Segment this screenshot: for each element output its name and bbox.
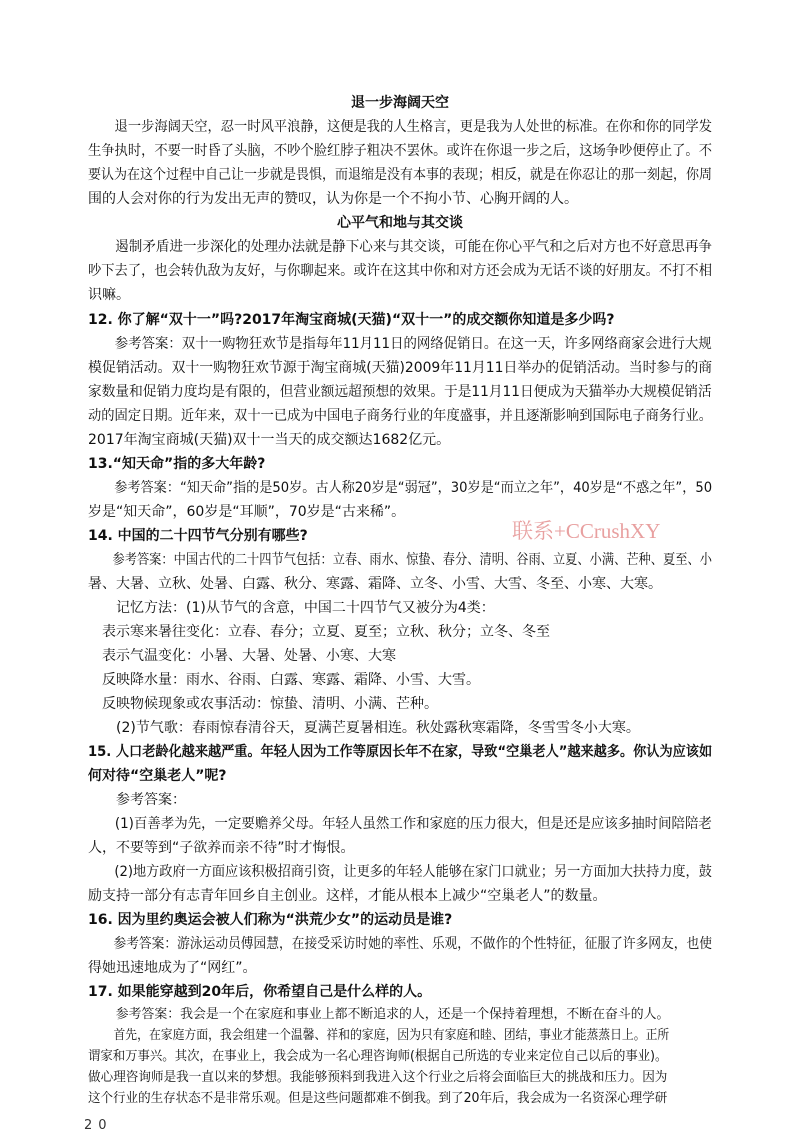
text-line: (1)百善孝为先，一定要赡养父母。年轻人虽然工作和家庭的压力很大，但是还是应该多抽时间陪陪老: [114, 816, 712, 832]
text-line: 要认为在这个过程中自己让一步就是畏惧，而退缩是没有本事的表现；相反，就是在你忍让的那一刻起，你周: [88, 167, 713, 183]
text-line: 暑、大暑、立秋、处暑、白露、秋分、寒露、霜降、立冬、小雪、大雪、冬至、小寒、大寒。: [88, 576, 662, 592]
text-line: 这个行业的生存状态不是非常乐观。但是这些问题都难不倒我。到了20年后，我会成为一名资深心理学研: [88, 1091, 668, 1106]
question-15: [88, 740, 712, 788]
text-line: 15. 人口老龄化越来越严重。年轻人因为工作等原因长年不在家，导致“空巢老人”越来越多。你认为应该如: [88, 744, 713, 760]
text-line: 遏制矛盾进一步深化的处理办法就是静下心来与其交谈，可能在你心平气和之后对方也不好意思再争: [115, 239, 712, 255]
text-line: 家数量和促销力度均是有限的，但营业额远超预想的效果。于是11月11日便成为天猫举办大规模促销活: [88, 384, 712, 400]
answer-14: [88, 548, 712, 740]
answer-label: 参考答案：: [116, 792, 186, 808]
section-body-1: [88, 115, 712, 211]
text-line: 得她迅速地成为了“网红”。: [88, 960, 257, 976]
answer-17: [88, 1004, 712, 1109]
watermark-text: 联系+CCrushXY: [512, 519, 661, 543]
text-line: 识嘛。: [88, 287, 130, 303]
text-line: 首先，在家庭方面，我会组建一个温馨、祥和的家庭，因为只有家庭和睦、团结，事业才能蒸蒸日上。正所: [113, 1028, 670, 1043]
text-line: 岁是“知天命”，60岁是“耳顺”，70岁是“古来稀”。: [88, 504, 406, 520]
text-line: 围的人会对你的行为发出无声的赞叹，认为你是一个不拘小节、心胸开阔的人。: [88, 191, 578, 207]
answer-16: [88, 932, 712, 980]
text-line: 生争执时，不要一时昏了头脑，不吵个脸红脖子粗决不罢休。或许在你退一步之后，这场争吵便停止了。不: [88, 143, 712, 159]
question-13: 13.“知天命”指的多大年龄?: [88, 456, 266, 472]
text-line: 参考答案：“知天命”指的是50岁。古人称20岁是“弱冠”，30岁是“而立之年”，40岁是“不惑之年”，50: [114, 480, 713, 496]
text-line: 参考答案：我会是一个在家庭和事业上都不断追求的人，还是一个保持着理想，不断在奋斗的人。: [115, 1007, 670, 1022]
text-line: 谓家和万事兴。其次，在事业上，我会成为一名心理咨询师(根据自己所选的专业来定位自己以后的事业)。: [88, 1049, 668, 1064]
question-12: 12. 你了解“双十一”吗?2017年淘宝商城(天猫)“双十一”的成交额你知道是多少吗?: [88, 312, 615, 328]
memo-item: 表示寒来暑往变化：立春、春分；立夏、夏至；立秋、秋分；立冬、冬至: [102, 624, 550, 640]
section-body-2: [88, 235, 712, 307]
memo-item: 表示气温变化：小暑、大暑、处暑、小寒、大寒: [102, 648, 396, 664]
text-line: 参考答案：中国古代的二十四节气包括：立春、雨水、惊蛰、春分、清明、谷雨、立夏、小满、芒种、夏至、小: [112, 552, 712, 568]
text-line: 参考答案：双十一购物狂欢节是指每年11月11日的网络促销日。在这一天，许多网络商家会进行大规: [114, 336, 712, 352]
question-17: 17. 如果能穿越到20年后，你希望自己是什么样的人。: [88, 984, 432, 1000]
text-line: 做心理咨询师是我一直以来的梦想。我能够预料到我进入这个行业之后将会面临巨大的挑战和压力。因为: [88, 1070, 668, 1085]
text-line: 何对待“空巢老人”呢?: [88, 768, 227, 784]
memo-item: (2)节气歌：春雨惊春清谷天，夏满芒夏暑相连。秋处露秋寒霜降，冬雪雪冬小大寒。: [116, 720, 640, 736]
text-line: 模促销活动。双十一购物狂欢节源于淘宝商城(天猫)2009年11月11日举办的促销活动。当时参与的商: [88, 360, 713, 376]
text-line: 参考答案：游泳运动员傅园慧，在接受采访时她的率性、乐观，不做作的个性特征，征服了许多网友，也使: [113, 936, 712, 952]
section-title-1: 退一步海阔天空: [351, 95, 449, 111]
section-title-2: 心平气和地与其交谈: [337, 215, 463, 231]
memo-item: 反映降水量：雨水、谷雨、白露、寒露、霜降、小雪、大雪。: [102, 672, 480, 688]
question-16: 16. 因为里约奥运会被人们称为“洪荒少女”的运动员是谁?: [88, 912, 453, 928]
memo-item: 反映物候现象或农事活动：惊蛰、清明、小满、芒种。: [102, 696, 438, 712]
answer-15: [88, 788, 712, 908]
question-14: 14. 中国的二十四节气分别有哪些?: [88, 528, 308, 544]
text-line: 2017年淘宝商城(天猫)双十一当天的成交额达1682亿元。: [88, 432, 451, 448]
answer-12: [88, 332, 712, 452]
text-line: (2)地方政府一方面应该积极招商引资，让更多的年轻人能够在家门口就业；另一方面加大扶持力度，鼓: [114, 864, 712, 880]
memo-title: 记忆方法：(1)从节气的含意，中国二十四节气又被分为4类：: [116, 600, 495, 616]
text-line: 励支持一部分有志青年回乡自主创业。这样，才能从根本上减少“空巢老人”的数量。: [88, 888, 607, 904]
text-line: 人，不要等到“子欲养而亲不待”时才悔恨。: [88, 840, 355, 856]
text-line: 退一步海阔天空，忍一时风平浪静，这便是我的人生格言，更是我为人处世的标准。在你和你的同学发: [114, 119, 712, 135]
text-line: 吵下去了，也会转仇敌为友好，与你聊起来。或许在这其中你和对方还会成为无话不谈的好朋友。不打不相: [88, 263, 712, 279]
text-line: 动的固定日期。近年来，双十一已成为中国电子商务行业的年度盛事，并且逐渐影响到国际电子商务行业。: [88, 408, 712, 424]
page-number: 20: [84, 1118, 113, 1133]
